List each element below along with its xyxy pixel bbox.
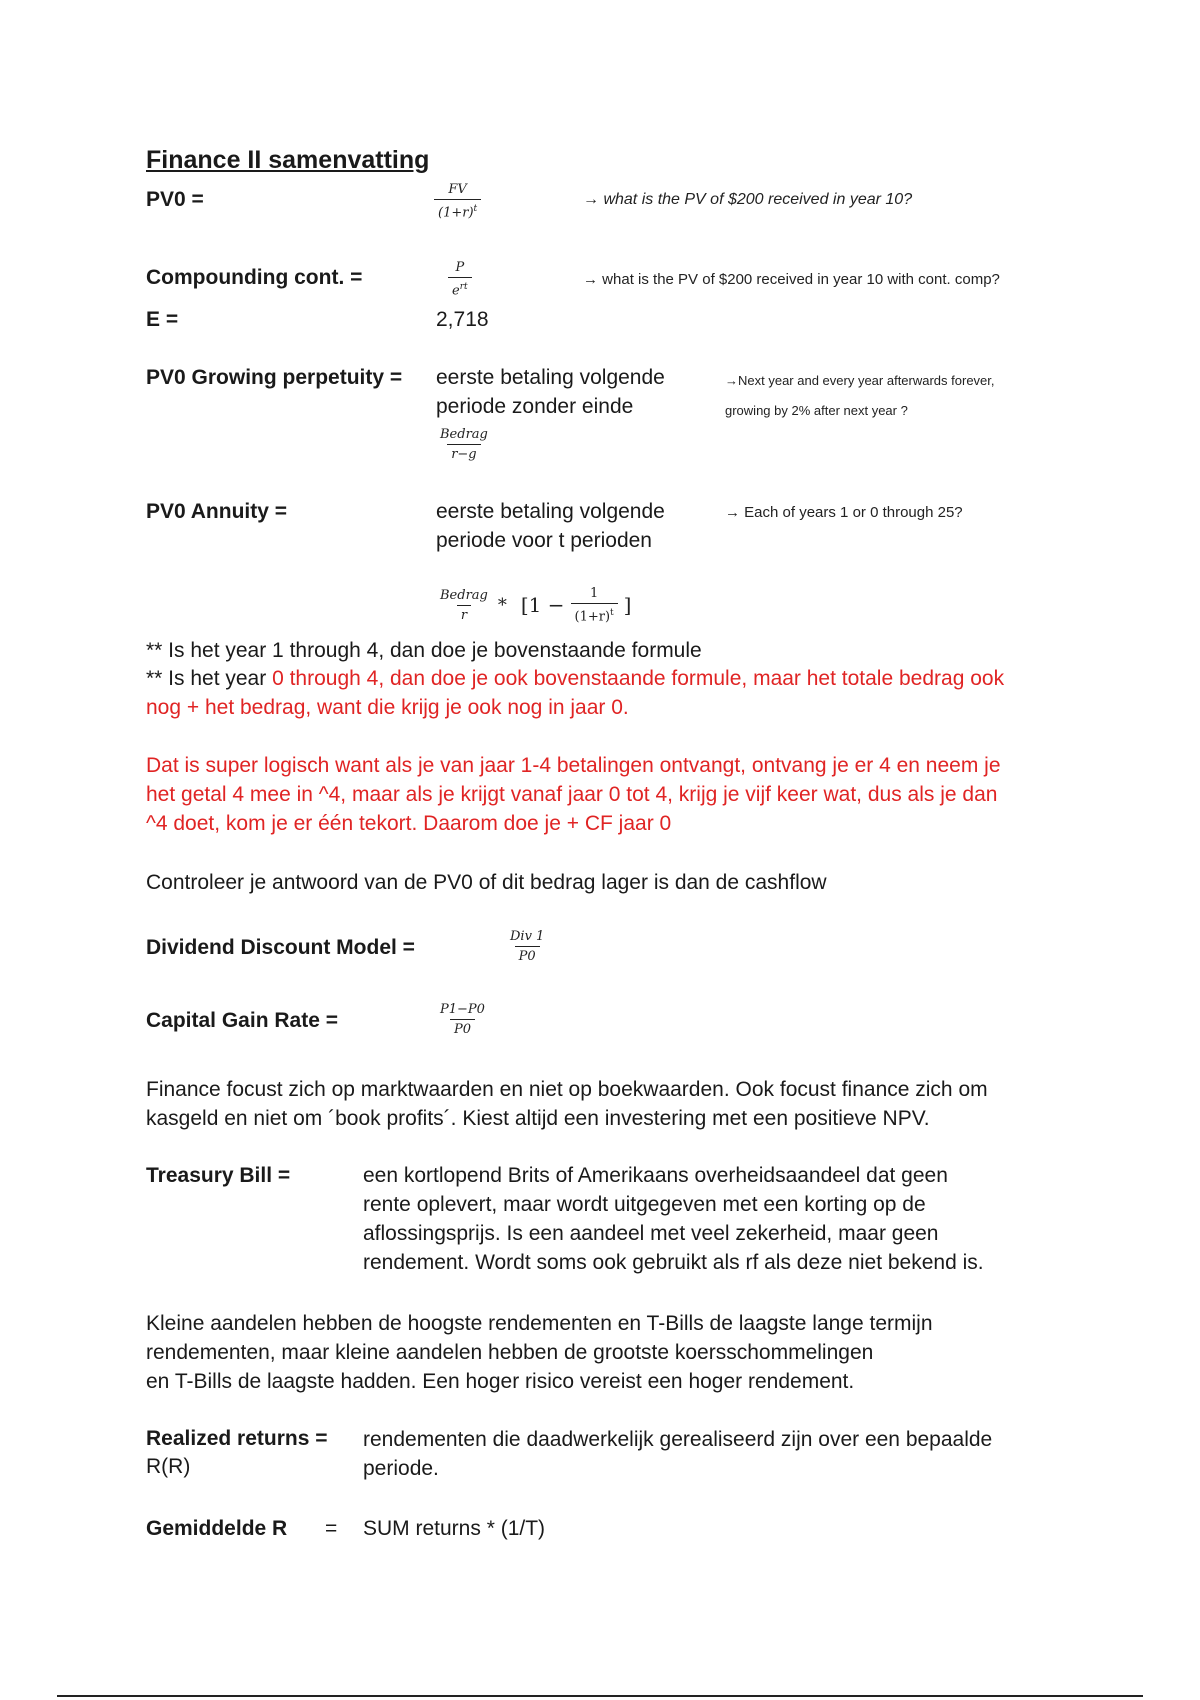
arrow-right-icon: → <box>583 191 599 208</box>
note-star2-red: 0 through 4, dan doe je ook bovenstaande formule, maar het totale bedrag ook <box>272 667 1005 690</box>
treasury-line3: aflossingsprijs. Is een aandeel met veel zekerheid, maar geen <box>363 1222 939 1245</box>
arrow-right-icon: → <box>725 373 738 388</box>
average-value: SUM returns * (1/T) <box>363 1517 546 1540</box>
arrow-right-icon: → <box>725 504 740 521</box>
ddm-formula <box>506 929 548 964</box>
treasury-line1: een kortlopend Brits of Amerikaans overheidsaandeel dat geen <box>363 1164 948 1187</box>
red-paragraph <box>146 751 1106 838</box>
note-star1: ** Is het year 1 through 4, dan doe je bovenstaande formule <box>146 639 702 662</box>
growing-perpetuity-note <box>725 366 1125 426</box>
compounding-formula <box>448 260 472 298</box>
cgr-formula-numerator: P1−P0 <box>440 1002 485 1017</box>
compounding-note <box>583 271 1000 288</box>
growing-perpetuity-line1: eerste betaling volgende <box>436 366 665 389</box>
e-label: E = <box>146 308 179 331</box>
red-paragraph-line3: ^4 doet, kom je er één tekort. Daarom doe je + CF jaar 0 <box>146 812 672 835</box>
note-star2-black: ** Is het year <box>146 667 273 690</box>
annuity-formula-inner-fraction <box>571 586 618 624</box>
treasury-label: Treasury Bill = <box>146 1164 291 1187</box>
growing-perpetuity-label: PV0 Growing perpetuity = <box>146 366 403 389</box>
ddm-formula-numerator: Div 1 <box>510 929 545 944</box>
ddm-label: Dividend Discount Model = <box>146 936 415 959</box>
pv0-formula <box>434 182 481 220</box>
growing-perpetuity-formula <box>436 427 492 462</box>
compounding-note-text: what is the PV of $200 received in year 10 with cont. comp? <box>602 271 1000 288</box>
average-label: Gemiddelde R <box>146 1517 288 1540</box>
growing-perpetuity-note-line2: growing by 2% after next year ? <box>725 403 908 418</box>
note-star2 <box>146 664 1106 722</box>
note-star2-red-line2: nog + het bedrag, want die krijg je ook nog in jaar 0. <box>146 696 629 719</box>
annuity-note-text: Each of years 1 or 0 through 25? <box>744 504 963 521</box>
small-stocks-paragraph <box>146 1309 1106 1396</box>
red-paragraph-line2: het getal 4 mee in ^4, maar als je krijgt vanaf jaar 0 tot 4, krijg je vijf keer wat, dus als je dan <box>146 783 998 806</box>
pv0-label: PV0 = <box>146 188 204 211</box>
finance-focus-paragraph <box>146 1075 1106 1133</box>
treasury-desc <box>363 1161 1123 1277</box>
red-paragraph-line1: Dat is super logisch want als je van jaar 1-4 betalingen ontvangt, ontvang je er 4 en neem je <box>146 754 1001 777</box>
cgr-formula-denominator: P0 <box>450 1019 475 1037</box>
growing-perpetuity-formula-numerator: Bedrag <box>440 427 488 442</box>
treasury-line4: rendement. Wordt soms ook gebruikt als rf als deze niet bekend is. <box>363 1251 984 1274</box>
growing-perpetuity-formula-denominator: r−g <box>447 444 480 462</box>
ddm-formula-denominator: P0 <box>515 946 540 964</box>
annuity-label: PV0 Annuity = <box>146 500 288 523</box>
annuity-formula-fraction <box>436 588 492 623</box>
treasury-line2: rente oplevert, maar wordt uitgegeven met een korting op de <box>363 1193 926 1216</box>
realized-desc <box>363 1425 1123 1483</box>
pv0-note-text: what is the PV of $200 received in year 10? <box>603 191 913 208</box>
compounding-formula-denominator: $e^{rt}$ <box>448 277 472 298</box>
annuity-line2: periode voor t perioden <box>436 529 652 552</box>
annuity-formula-times: * <box>497 594 507 616</box>
control-note: Controleer je antwoord van de PV0 of dit bedrag lager is dan de cashflow <box>146 871 827 894</box>
growing-perpetuity-note-line1: Next year and every year afterwards forever, <box>738 373 995 388</box>
finance-focus-line2: kasgeld en niet om ´book profits´. Kiest altijd een investering met een positieve NPV. <box>146 1107 930 1130</box>
annuity-line1: eerste betaling volgende <box>436 500 665 523</box>
realized-label: Realized returns = <box>146 1427 328 1450</box>
growing-perpetuity-desc <box>436 363 665 421</box>
annuity-formula-open: [1 − <box>520 593 565 618</box>
cgr-label: Capital Gain Rate = <box>146 1009 338 1032</box>
footer-divider <box>57 1695 1143 1697</box>
e-value: 2,718 <box>436 308 489 331</box>
small-stocks-line2: rendementen, maar kleine aandelen hebben de grootste koersschommelingen <box>146 1341 874 1364</box>
annuity-formula-inner-denominator: $(1+r)^t$ <box>571 603 618 624</box>
realized-line2: periode. <box>363 1457 439 1480</box>
small-stocks-line1: Kleine aandelen hebben de hoogste rendementen en T-Bills de laagste lange termijn <box>146 1312 933 1335</box>
growing-perpetuity-line2: periode zonder einde <box>436 395 634 418</box>
annuity-desc <box>436 497 665 555</box>
compounding-formula-numerator: P <box>455 260 465 275</box>
pv0-note <box>583 191 912 209</box>
annuity-formula-close: ] <box>623 593 632 618</box>
page-title: Finance II samenvatting <box>146 146 430 174</box>
finance-focus-line1: Finance focust zich op marktwaarden en niet op boekwaarden. Ook focust finance zich om <box>146 1078 988 1101</box>
annuity-formula-numerator: Bedrag <box>440 587 488 603</box>
realized-sublabel: R(R) <box>146 1455 191 1478</box>
pv0-formula-denominator: $(1+r)^t$ <box>434 199 481 220</box>
pv0-formula-numerator: FV <box>448 182 467 197</box>
annuity-note <box>725 504 963 521</box>
compounding-label: Compounding cont. = <box>146 266 363 289</box>
arrow-right-icon: → <box>583 271 598 288</box>
realized-label-block <box>146 1427 327 1481</box>
realized-line1: rendementen die daadwerkelijk gerealiseerd zijn over een bepaalde <box>363 1428 993 1451</box>
cgr-formula <box>436 1002 489 1037</box>
annuity-formula-inner-numerator: 1 <box>589 586 599 601</box>
annuity-formula <box>436 586 631 624</box>
annuity-formula-denominator: r <box>457 605 471 623</box>
small-stocks-line3: en T-Bills de laagste hadden. Een hoger risico vereist een hoger rendement. <box>146 1370 855 1393</box>
average-eq: = <box>325 1517 338 1540</box>
